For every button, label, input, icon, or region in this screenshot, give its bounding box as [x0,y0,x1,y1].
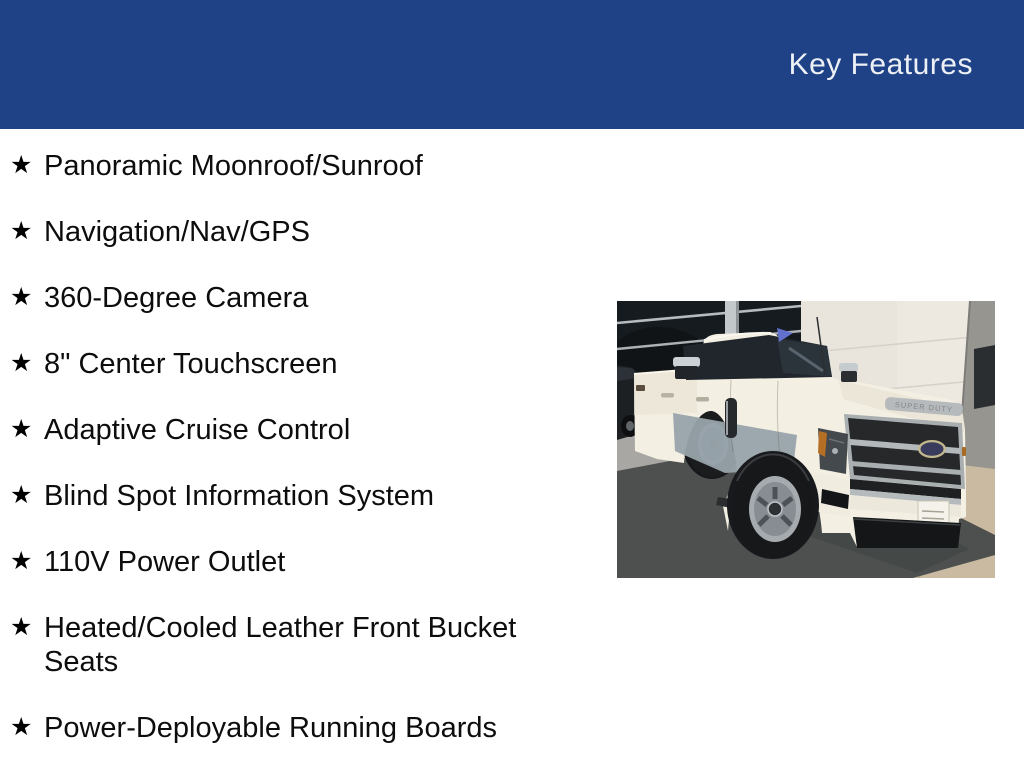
hood-badge-text: SUPER DUTY [894,400,954,415]
star-bullet-icon: ★ [10,283,33,311]
feature-text: Adaptive Cruise Control [44,414,351,446]
feature-list [10,149,566,777]
feature-item [10,545,566,579]
feature-item [10,711,566,745]
feature-text: 360-Degree Camera [44,282,309,314]
feature-item [10,215,566,249]
star-bullet-icon: ★ [10,613,33,641]
star-bullet-icon: ★ [10,415,33,443]
feature-text: Power-Deployable Running Boards [44,712,497,744]
feature-item [10,413,566,447]
vehicle-photo [617,301,995,578]
feature-item [10,611,566,679]
star-bullet-icon: ★ [10,481,33,509]
feature-text: 110V Power Outlet [44,546,286,578]
feature-item [10,347,566,381]
feature-text: Panoramic Moonroof/Sunroof [44,150,423,182]
feature-text: Heated/Cooled Leather Front Bucket Seats [44,612,517,678]
page-title: Key Features [788,47,973,81]
star-bullet-icon: ★ [10,151,33,179]
truck-illustration [617,301,995,578]
feature-item [10,479,566,513]
feature-text: 8" Center Touchscreen [44,348,338,380]
star-bullet-icon: ★ [10,547,33,575]
slide-header [0,0,1024,129]
star-bullet-icon: ★ [10,349,33,377]
feature-text: Navigation/Nav/GPS [44,216,310,248]
feature-item [10,281,566,315]
feature-text: Blind Spot Information System [44,480,435,512]
star-bullet-icon: ★ [10,217,33,245]
star-bullet-icon: ★ [10,713,33,741]
feature-item [10,149,566,183]
